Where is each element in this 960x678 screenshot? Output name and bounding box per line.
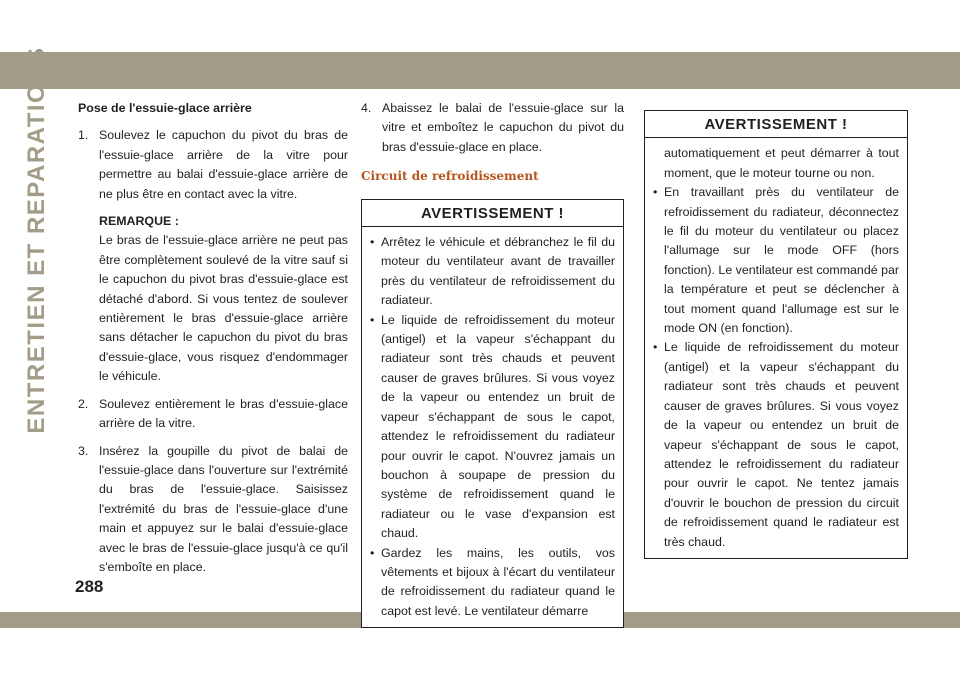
bullet-text: Le liquide de refroidissement du moteur (antigel) et la vapeur s'échappant du radiateur sont très chauds et peuvent causer de graves brûlures. Si vous voyez de la vapeur ou entendez un bruit de vapeur s'échappant de sous le capot, attendez le refroidissement du radiateur pour ouvrir le capot. N'ouvrez jamais un bouchon à soupape de pression du système de refroidissement quand le radiateur ou le vase d'expansion est chaud. [381,312,615,541]
column-left [78,99,348,585]
warning-title: AVERTISSEMENT ! [362,200,623,227]
step-text: Insérez la goupille du pivot de balai de l'essuie-glace dans l'ouverture sur l'extrémité du bras de l'essuie-glace. Saisissez l'extrémité du bras de l'essuie-glace d'une main et appuyez sur le balai d'essuie-glace avec le bras de l'essuie-glace jusqu'à ce qu'il s'emboîte en place. [99,443,348,574]
bullet-text: Le liquide de refroidissement du moteur (antigel) et la vapeur s'échappant du radiateur sont très chauds et peuvent causer de graves brûlures. Si vous voyez de la vapeur ou entendez un bruit de vapeur s'échappant de sous le capot, attendez le refroidissement du radiateur pour ouvrir le capot. Ne tentez jamais d'ouvrir le bouchon de pression du circuit de refroidissement quand le radiateur est très chaud. [664,340,899,549]
warning-bullet [653,183,899,338]
section-side-label [22,46,52,434]
rear-wiper-install-heading: Pose de l'essuie-glace arrière [78,101,252,115]
bullet-text: Arrêtez le véhicule et débranchez le fil du moteur du ventilateur avant de travailler près du ventilateur de refroidissement du radiateur. [381,235,615,308]
side-label-text: ENTRETIEN ET REPARATIONS [23,46,50,434]
bullet-mark: • [653,185,658,200]
warning-body [645,138,907,558]
step-1 [78,126,348,204]
warning-bullet [653,338,899,551]
warning-body [362,227,623,627]
column-middle [361,99,624,628]
step-number: 2. [78,396,89,411]
warning-bullet [370,311,615,544]
bullet-mark: • [653,340,658,355]
step-number: 4. [361,101,372,115]
warning-box-continued [644,110,908,559]
warning-continuation-text: automatiquement et peut démarrer à tout moment, que le moteur tourne ou non. [664,146,899,180]
step-4 [361,99,624,157]
header-band [0,52,960,89]
warning-bullet [370,233,615,311]
note-title: REMARQUE : [99,214,179,229]
bullet-mark: • [370,545,375,560]
bullet-mark: • [370,235,375,250]
step-text: Abaissez le balai de l'essuie-glace sur la vitre et emboîtez le capuchon du pivot du bras d'essuie-glace en place. [382,101,624,154]
bullet-text: Gardez les mains, les outils, vos vêtements et bijoux à l'écart du ventilateur de refroidissement du radiateur quand le capot est levé. Le ventilateur démarre [381,545,615,618]
step-text: Soulevez entièrement le bras d'essuie-glace arrière de la vitre. [99,396,348,431]
step-number: 1. [78,128,89,143]
step-2 [78,395,348,434]
warning-title: AVERTISSEMENT ! [645,111,907,138]
step-number: 3. [78,443,89,458]
column-right [644,110,908,559]
bullet-mark: • [370,312,375,327]
step-text: Soulevez le capuchon du pivot du bras de l'essuie-glace arrière de la vitre pour permettre au balai d'essuie-glace arrière de ne plus être en contact avec la vitre. [99,128,348,201]
bullet-text: En travaillant près du ventilateur de refroidissement du radiateur, déconnectez le fil du moteur du ventilateur ou placez l'allumage sur le mode OFF (hors fonction). Le ventilateur est commandé par la température et peut se déclencher à tout moment quand l'allumage est sur le mode ON (en fonction). [664,185,899,336]
note-text: Le bras de l'essuie-glace arrière ne peut pas être complètement soulevé de la vitre sauf si le capuchon du pivot bras d'essuie-glace est détaché d'abord. Si vous tentez de soulever entièrement le bras d'essuie-glace arrière sans détacher le capuchon du pivot du bras d'essuie-glace, vous risquez d'endommager le véhicule. [99,233,348,384]
warning-box [361,199,624,629]
step-3 [78,442,348,578]
warning-bullet [370,544,615,622]
page-number: 288 [75,577,104,596]
cooling-system-heading: Circuit de refroidissement [361,169,539,184]
note-block [99,212,348,387]
